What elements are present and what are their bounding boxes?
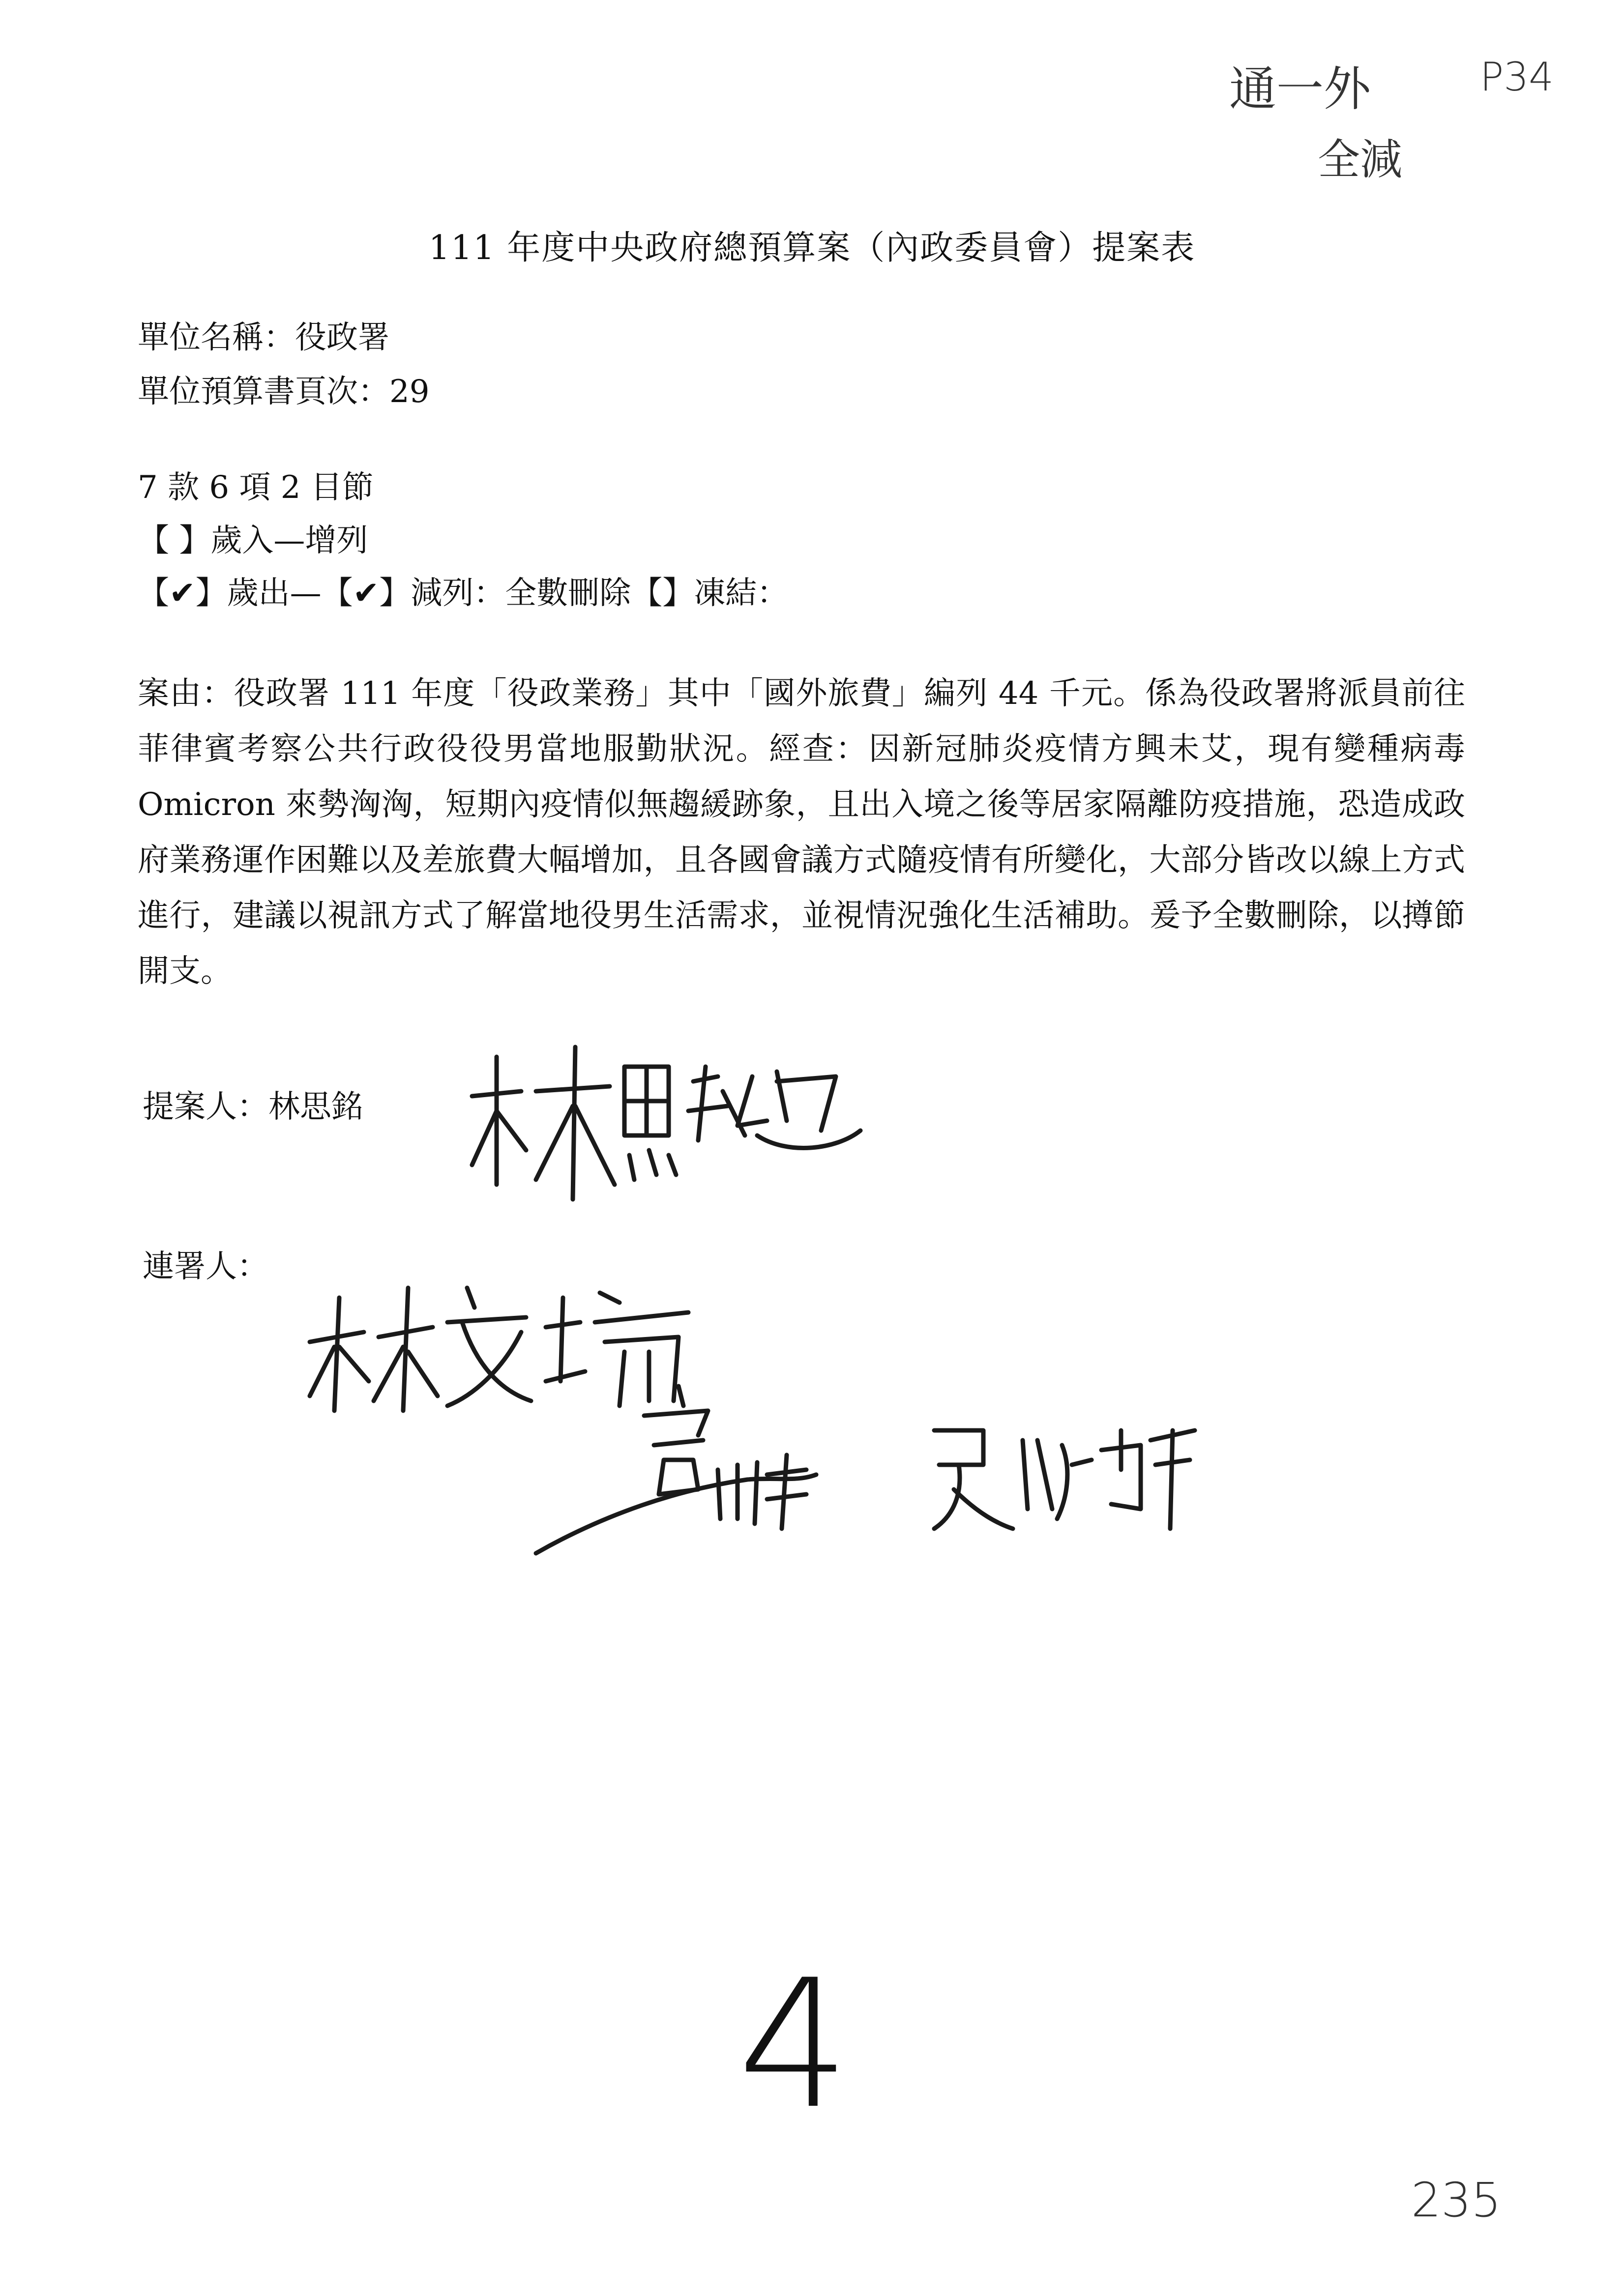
document-title: 111 年度中央政府總預算案（內政委員會）提案表 [428, 229, 1196, 267]
bottom-page-number: 235 [1411, 2173, 1502, 2228]
budget-page-number: 單位預算書頁次：29 [138, 374, 430, 410]
expenditure-line: 【✔】歲出—【✔】減列：全數刪除【】凍結： [138, 575, 789, 611]
page-reference-note: P34 [1480, 54, 1554, 100]
cosigner-signature-2 [531, 1371, 905, 1578]
budget-section: 7 款 6 項 2 目節 [138, 469, 374, 506]
cosigner-signature-3 [924, 1411, 1200, 1539]
top-handwritten-note: 通一外 [1229, 61, 1371, 116]
reason-paragraph: 案由：役政署 111 年度「役政業務」其中「國外旅費」編列 44 千元。係為役政署將派員前往菲律賓考察公共行政役役男當地服勤狀況。經查：因新冠肺炎疫情方興未艾，現有變種病毒 Omicron 來勢洶洶，短期內疫情似無趨緩跡象，且出入境之後等居家隔離防疫措施，恐造成政府業務運作困難以及差旅費大幅增加，且各國會議方式隨疫情有所變化，大部分皆改以線上方式進行，建議以視訊方式了解當地役男生活需求，並視情況強化生活補助。爰予全數刪除，以撙節開支。 [138, 675, 1465, 989]
top-handwritten-note-2: 全減 [1318, 135, 1402, 184]
unit-name: 單位名稱：役政署 [138, 320, 389, 356]
proposer-label: 提案人：林思銘 [143, 1089, 363, 1125]
revenue-line: 【 】歲入—增列 [138, 523, 368, 559]
proposer-signature [462, 1037, 865, 1214]
large-handwritten-number: 4 [738, 1942, 851, 2148]
cosigner-label: 連署人： [143, 1249, 268, 1285]
